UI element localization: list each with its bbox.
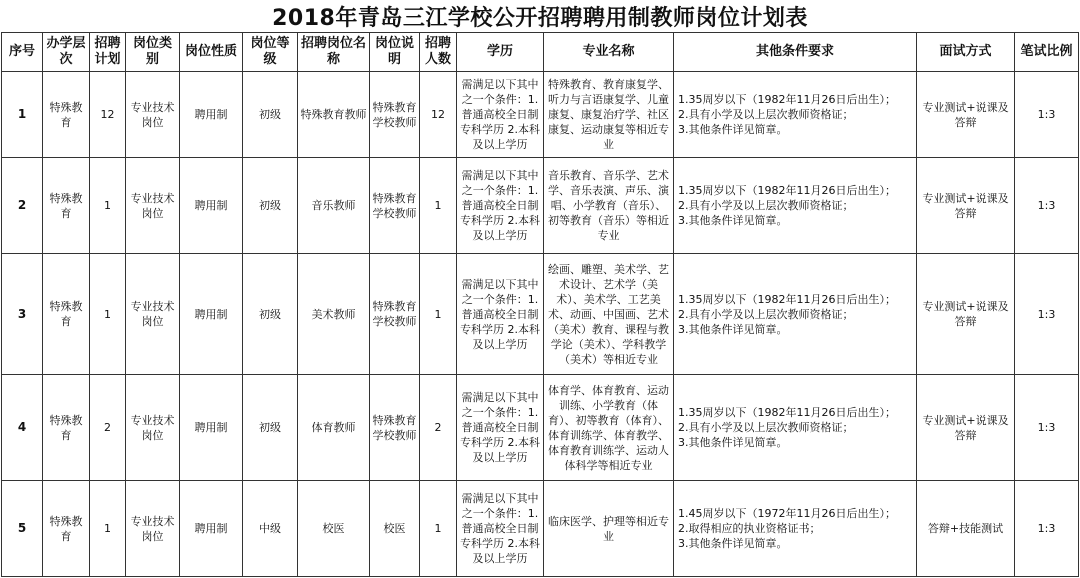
cell-post-type: 专业技术岗位 [126,72,180,158]
cell-post-desc: 校医 [370,481,420,577]
cell-post-desc: 特殊教育学校教师 [370,72,420,158]
cell-plan: 1 [90,158,126,254]
cell-other: 1.35周岁以下（1982年11月26日后出生）； 2.具有小学及以上层次教师资格证； 3.其他条件详见简章。 [674,254,917,375]
cell-interview: 答辩+技能测试 [917,481,1015,577]
cell-edu: 需满足以下其中之一个条件：1.普通高校全日制专科学历 2.本科及以上学历 [457,375,544,481]
cell-post-name: 音乐教师 [298,158,370,254]
header-count: 招聘人数 [420,33,457,72]
cell-major: 特殊教育、教育康复学、听力与言语康复学、儿童康复、康复治疗学、社区康复、运动康复等相近专业 [544,72,674,158]
cell-major: 绘画、雕塑、美术学、艺术设计、艺术学（美术）、美术学、工艺美术、动画、中国画、艺术（美术）教育、课程与教学论（美术）、学科教学（美术）等相近专业 [544,254,674,375]
cell-edu: 需满足以下其中之一个条件：1.普通高校全日制专科学历 2.本科及以上学历 [457,72,544,158]
cell-edu: 需满足以下其中之一个条件：1.普通高校全日制专科学历 2.本科及以上学历 [457,158,544,254]
header-post-desc: 岗位说明 [370,33,420,72]
cell-interview: 专业测试+说课及答辩 [917,158,1015,254]
cell-level: 特殊教育 [43,481,90,577]
cell-post-name: 校医 [298,481,370,577]
header-interview: 面试方式 [917,33,1015,72]
cell-other: 1.35周岁以下（1982年11月26日后出生）； 2.具有小学及以上层次教师资格证； 3.其他条件详见简章。 [674,375,917,481]
cell-post-grade: 初级 [243,254,298,375]
header-post-grade: 岗位等级 [243,33,298,72]
cell-interview: 专业测试+说课及答辩 [917,72,1015,158]
cell-count: 1 [420,158,457,254]
cell-plan: 12 [90,72,126,158]
header-post-nature: 岗位性质 [180,33,243,72]
cell-level: 特殊教育 [43,72,90,158]
cell-post-type: 专业技术岗位 [126,481,180,577]
header-plan: 招聘计划 [90,33,126,72]
cell-ratio: 1:3 [1015,158,1079,254]
cell-post-grade: 初级 [243,158,298,254]
cell-level: 特殊教育 [43,158,90,254]
header-ratio: 笔试比例 [1015,33,1079,72]
cell-post-grade: 中级 [243,481,298,577]
cell-plan: 1 [90,254,126,375]
cell-ratio: 1:3 [1015,72,1079,158]
cell-post-nature: 聘用制 [180,375,243,481]
cell-other: 1.35周岁以下（1982年11月26日后出生）； 2.具有小学及以上层次教师资格证； 3.其他条件详见简章。 [674,72,917,158]
header-major: 专业名称 [544,33,674,72]
cell-seq: 5 [2,481,43,577]
cell-edu: 需满足以下其中之一个条件：1.普通高校全日制专科学历 2.本科及以上学历 [457,254,544,375]
header-post-name: 招聘岗位名称 [298,33,370,72]
cell-ratio: 1:3 [1015,254,1079,375]
cell-post-nature: 聘用制 [180,158,243,254]
cell-seq: 4 [2,375,43,481]
cell-post-name: 美术教师 [298,254,370,375]
cell-seq: 1 [2,72,43,158]
header-edu: 学历 [457,33,544,72]
cell-seq: 3 [2,254,43,375]
cell-post-name: 体育教师 [298,375,370,481]
cell-count: 2 [420,375,457,481]
table-row [2,481,1079,577]
table-row [2,254,1079,375]
cell-post-desc: 特殊教育学校教师 [370,158,420,254]
table-row [2,72,1079,158]
cell-ratio: 1:3 [1015,481,1079,577]
cell-edu: 需满足以下其中之一个条件：1.普通高校全日制专科学历 2.本科及以上学历 [457,481,544,577]
table-row [2,158,1079,254]
cell-major: 音乐教育、音乐学、艺术学、音乐表演、声乐、演唱、小学教育（音乐）、初等教育（音乐）等相近专业 [544,158,674,254]
cell-count: 1 [420,481,457,577]
cell-plan: 2 [90,375,126,481]
cell-post-name: 特殊教育教师 [298,72,370,158]
cell-major: 临床医学、护理等相近专业 [544,481,674,577]
cell-interview: 专业测试+说课及答辩 [917,254,1015,375]
cell-post-type: 专业技术岗位 [126,375,180,481]
header-seq: 序号 [2,33,43,72]
cell-plan: 1 [90,481,126,577]
cell-post-desc: 特殊教育学校教师 [370,254,420,375]
cell-post-grade: 初级 [243,375,298,481]
cell-level: 特殊教育 [43,254,90,375]
header-row [2,33,1079,72]
recruitment-table [1,32,1079,577]
cell-post-desc: 特殊教育学校教师 [370,375,420,481]
header-other: 其他条件要求 [674,33,917,72]
cell-ratio: 1:3 [1015,375,1079,481]
header-level: 办学层次 [43,33,90,72]
cell-post-nature: 聘用制 [180,254,243,375]
cell-post-type: 专业技术岗位 [126,254,180,375]
cell-count: 1 [420,254,457,375]
cell-level: 特殊教育 [43,375,90,481]
cell-post-type: 专业技术岗位 [126,158,180,254]
cell-post-nature: 聘用制 [180,481,243,577]
cell-post-grade: 初级 [243,72,298,158]
cell-post-nature: 聘用制 [180,72,243,158]
cell-other: 1.35周岁以下（1982年11月26日后出生）； 2.具有小学及以上层次教师资格证； 3.其他条件详见简章。 [674,158,917,254]
cell-seq: 2 [2,158,43,254]
cell-major: 体育学、体育教育、运动训练、小学教育（体育）、初等教育（体育）、体育训练学、体育教学、体育教育训练学、运动人体科学等相近专业 [544,375,674,481]
cell-count: 12 [420,72,457,158]
header-post-type: 岗位类别 [126,33,180,72]
table-row [2,375,1079,481]
cell-other: 1.45周岁以下（1972年11月26日后出生）； 2.取得相应的执业资格证书； 3.其他条件详见简章。 [674,481,917,577]
cell-interview: 专业测试+说课及答辩 [917,375,1015,481]
page-title: 2018年青岛三江学校公开招聘聘用制教师岗位计划表 [272,5,808,31]
